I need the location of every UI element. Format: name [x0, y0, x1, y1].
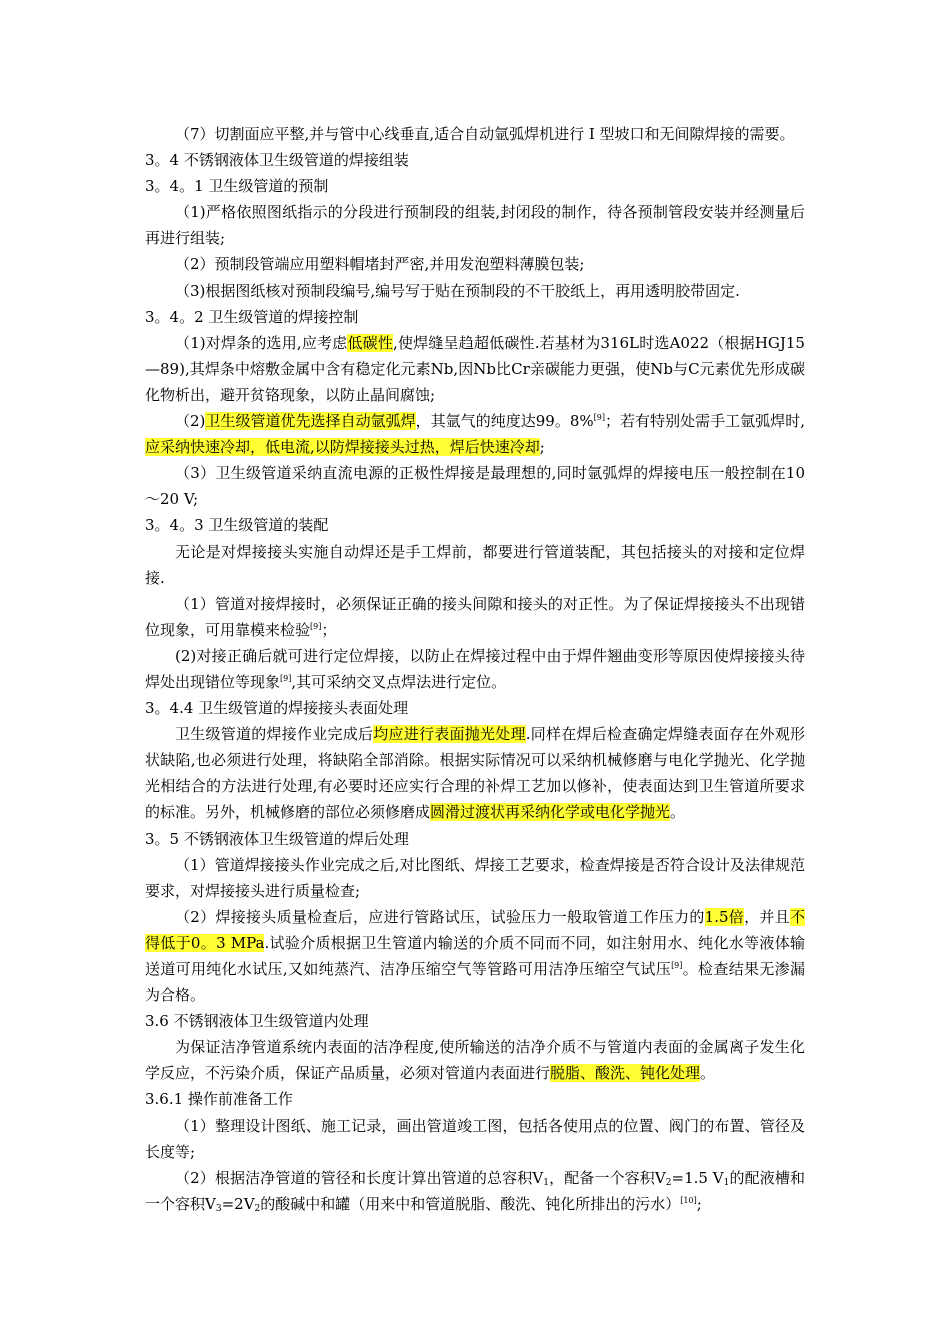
text-run: 为保证洁净管道系统内表面的洁净程度,使所输送的洁净介质不与管道内表面的金属离子发生化学反应，不污染介质，保证产品质量，必须对管道内表面进行 — [145, 1038, 805, 1083]
text-run: ；若有特别处需手工氩弧焊时, — [605, 412, 805, 431]
section-heading — [145, 512, 805, 538]
highlighted-text: 应采纳快速冷却，低电流,以防焊接接头过热，焊后快速冷却 — [145, 438, 540, 457]
paragraph — [145, 1034, 805, 1086]
highlighted-text: 脱脂、酸洗、钝化处理 — [550, 1064, 701, 1083]
text-run: 卫生级管道的焊接作业完成后 — [175, 725, 374, 744]
text-run: 3。4。2 卫生级管道的焊接控制 — [145, 307, 359, 326]
text-run: （1）管道焊接接头作业完成之后,对比图纸、焊接工艺要求，检查焊接是否符合设计及法律规范要求，对焊接接头进行质量检查; — [145, 855, 805, 900]
text-run: （1）管道对接焊接时，必须保证正确的接头间隙和接头的对正性。为了保证焊接接头不出现错位现象，可用靠模来检验 — [145, 594, 805, 639]
subscript: 2 — [665, 1177, 672, 1188]
text-run: 3.6 不锈钢液体卫生级管道内处理 — [145, 1012, 369, 1031]
text-run: ； — [321, 620, 337, 639]
subscript: 3 — [215, 1203, 222, 1214]
text-run: (2)对接正确后就可进行定位焊接，以防止在焊接过程中由于焊件翘曲变形等原因使焊接接头待焊处出现错位等现象 — [145, 646, 805, 691]
section-heading — [145, 695, 805, 721]
text-run: （2) — [175, 412, 206, 431]
paragraph — [145, 251, 805, 277]
paragraph — [145, 121, 805, 147]
subscript: 1 — [543, 1177, 549, 1188]
text-run: （1）整理设计图纸、施工记录，画出管道竣工图，包括各使用点的位置、阀门的布置、管径及长度等; — [145, 1116, 805, 1161]
citation-ref: [9] — [280, 673, 292, 683]
text-run: =1.5 V — [671, 1168, 724, 1187]
text-run: 无论是对焊接接头实施自动焊还是手工焊前，都要进行管道装配，其包括接头的对接和定位焊接. — [145, 542, 805, 587]
text-run: =2V — [221, 1194, 255, 1213]
paragraph — [145, 1113, 805, 1165]
text-run: 3.6.1 操作前准备工作 — [145, 1090, 293, 1109]
paragraph — [145, 330, 805, 408]
paragraph — [145, 539, 805, 591]
section-heading — [145, 304, 805, 330]
text-run: ，配备一个容积V — [548, 1168, 666, 1187]
text-run: （2）预制段管端应用塑料帽堵封严密,并用发泡塑料薄膜包装; — [175, 255, 585, 274]
text-run: 的配液槽和一个容积V — [145, 1168, 805, 1213]
text-run: （7）切割面应平整,并与管中心线垂直,适合自动氩弧焊机进行 I 型坡口和无间隙焊接的需要。 — [175, 125, 795, 143]
citation-ref: [9] — [593, 413, 606, 423]
text-run: 3。4 不锈钢液体卫生级管道的焊接组装 — [145, 151, 409, 170]
text-run: ,其可采纳交叉点焊法进行定位。 — [291, 672, 507, 691]
text-run: ; — [539, 438, 545, 457]
text-run: .同样在焊后检查确定焊缝表面存在外观形状缺陷,也必须进行处理，将缺陷全部消除。根据实际情况可以采纳机械修磨与电化学抛光、化学抛光相结合的方法进行处理,有必要时还应实行合理的补焊工艺加以修补，使表面达到卫生管道所要求的标准。另外，机械修磨的部位必须修磨成 — [145, 725, 805, 822]
text-run: 3。4。3 卫生级管道的装配 — [145, 516, 329, 535]
paragraph — [145, 460, 805, 512]
text-run: 。 — [700, 1064, 716, 1083]
section-heading — [145, 1086, 805, 1112]
section-heading — [145, 826, 805, 852]
subscript: 1 — [723, 1177, 730, 1188]
text-run: .试验介质根据卫生管道内输送的介质不同而不同，如注射用水、纯化水等液体输送道可用纯化水试压,又如纯蒸汽、洁净压缩空气等管路可用洁净压缩空气试压 — [145, 933, 806, 978]
text-run: （2）根据洁净管道的管径和长度计算出管道的总容积V — [175, 1168, 544, 1187]
paragraph — [145, 278, 805, 304]
text-run: 3。4.4 卫生级管道的焊接接头表面处理 — [145, 699, 409, 718]
text-run: ，并且 — [744, 907, 790, 926]
text-run: （2）焊接接头质量检查后，应进行管路试压，试验压力一般取管道工作压力的 — [175, 907, 705, 926]
text-run: 。 — [670, 803, 686, 822]
text-run: ，其氩气的纯度达99。8% — [415, 412, 594, 431]
paragraph — [145, 904, 805, 1008]
text-run: 。检查结果无渗漏为合格。 — [145, 960, 805, 1005]
citation-ref: [10] — [680, 1195, 697, 1205]
paragraph — [145, 643, 805, 695]
paragraph — [145, 408, 805, 460]
citation-ref: [9] — [310, 621, 322, 631]
subscript: 2 — [254, 1203, 261, 1214]
highlighted-text: 卫生级管道优先选择自动氩弧焊 — [205, 412, 416, 431]
text-run: 的酸碱中和罐（用来中和管道脱脂、酸洗、钝化所排出的污水） — [260, 1194, 681, 1213]
text-run: （1)对焊条的选用,应考虑 — [175, 333, 348, 352]
text-run: ,使焊缝呈趋超低碳性.若基材为316L时选A022（根据HGJ15—89),其焊条中熔敷金属中含有稳定化元素Nb,因Nb比Cr亲碳能力更强，使Nb与C元素优先形成碳化物析出，避开贫铬现象，以防止晶间腐蚀; — [145, 333, 805, 404]
text-run: （3）卫生级管道采纳直流电源的正极性焊接是最理想的,同时氩弧焊的焊接电压一般控制在10～20 V; — [145, 464, 805, 509]
section-heading — [145, 1008, 805, 1034]
paragraph — [145, 852, 805, 904]
text-run: ; — [696, 1194, 702, 1213]
highlighted-text: 圆滑过渡状再采纳化学或电化学抛光 — [430, 803, 671, 822]
paragraph — [145, 721, 805, 825]
document-body — [145, 121, 805, 1217]
section-heading — [145, 173, 805, 199]
highlighted-text: 1.5倍 — [704, 907, 745, 926]
paragraph — [145, 1165, 805, 1217]
paragraph — [145, 199, 805, 251]
paragraph — [145, 591, 805, 643]
citation-ref: [9] — [671, 961, 683, 970]
text-run: （1)严格依照图纸指示的分段进行预制段的组装,封闭段的制作，待各预制管段安装并经测量后再进行组装; — [145, 203, 805, 248]
highlighted-text: 低碳性 — [347, 333, 394, 352]
section-heading — [145, 147, 805, 173]
highlighted-text: 不得低于0。3 MPa — [145, 907, 805, 952]
highlighted-text: 均应进行表面抛光处理 — [373, 725, 526, 744]
text-run: （3)根据图纸核对预制段编号,编号写于贴在预制段的不干胶纸上，再用透明胶带固定. — [175, 281, 740, 300]
text-run: 3。5 不锈钢液体卫生级管道的焊后处理 — [145, 829, 409, 848]
text-run: 3。4。1 卫生级管道的预制 — [145, 177, 329, 196]
